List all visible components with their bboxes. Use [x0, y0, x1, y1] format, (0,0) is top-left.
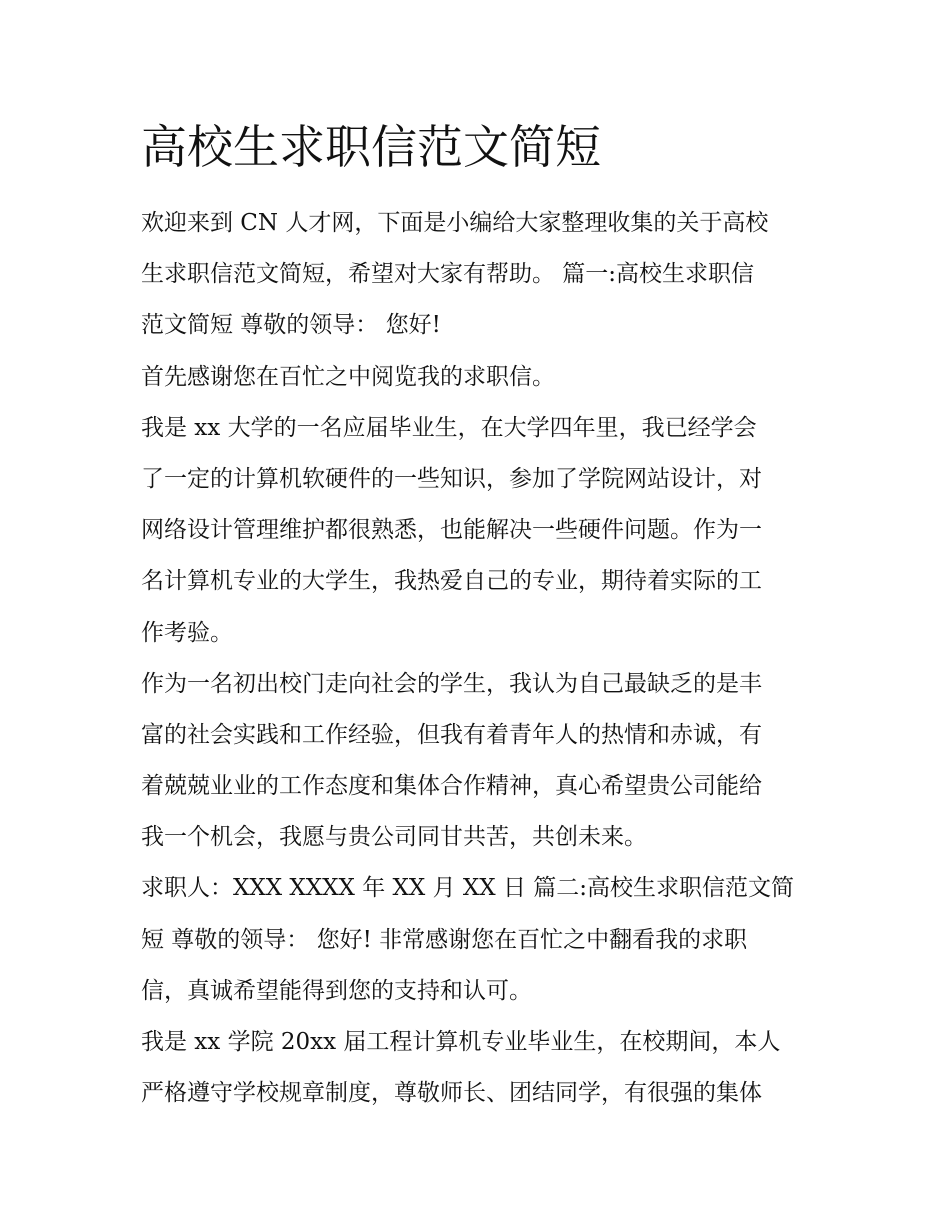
body-line: 网络设计管理维护都很熟悉，也能解决一些硬件问题。作为一 [141, 517, 762, 544]
body-line: 欢迎来到 CN 人才网，下面是小编给大家整理收集的关于高校 [141, 210, 769, 236]
body-line: 首先感谢您在百忙之中阅览我的求职信。 [141, 363, 555, 390]
body-line: 名计算机专业的大学生，我热爱自己的专业，期待着实际的工 [141, 568, 762, 595]
body-line: 我一个机会，我愿与贵公司同甘共苦，共创未来。 [141, 824, 647, 851]
body-line: 生求职信范文简短，希望对大家有帮助。 篇一:高校生求职信 [141, 261, 755, 288]
document-title: 高校生求职信范文简短 [141, 120, 601, 174]
body-line: 富的社会实践和工作经验，但我有着青年人的热情和赤诚，有 [141, 721, 762, 748]
body-line: 作为一名初出校门走向社会的学生，我认为自己最缺乏的是丰 [141, 670, 762, 697]
body-line: 信，真诚希望能得到您的支持和认可。 [141, 977, 532, 1004]
body-line: 范文简短 尊敬的领导： 您好! [141, 312, 441, 339]
document-body [141, 198, 821, 1119]
body-line: 作考验。 [141, 619, 233, 646]
body-line: 求职人：XXX XXXX 年 XX 月 XX 日 篇二:高校生求职信范文简 [141, 875, 795, 902]
body-line: 我是 xx 学院 20xx 届工程计算机专业毕业生，在校期间，本人 [141, 1029, 781, 1055]
body-line: 我是 xx 大学的一名应届毕业生，在大学四年里，我已经学会 [141, 414, 757, 441]
body-line: 短 尊敬的领导： 您好! 非常感谢您在百忙之中翻看我的求职 [141, 926, 748, 953]
body-line: 严格遵守学校规章制度，尊敬师长、团结同学，有很强的集体 [141, 1080, 762, 1107]
body-line: 着兢兢业业的工作态度和集体合作精神，真心希望贵公司能给 [141, 773, 762, 800]
body-line: 了一定的计算机软硬件的一些知识，参加了学院网站设计，对 [141, 465, 762, 492]
